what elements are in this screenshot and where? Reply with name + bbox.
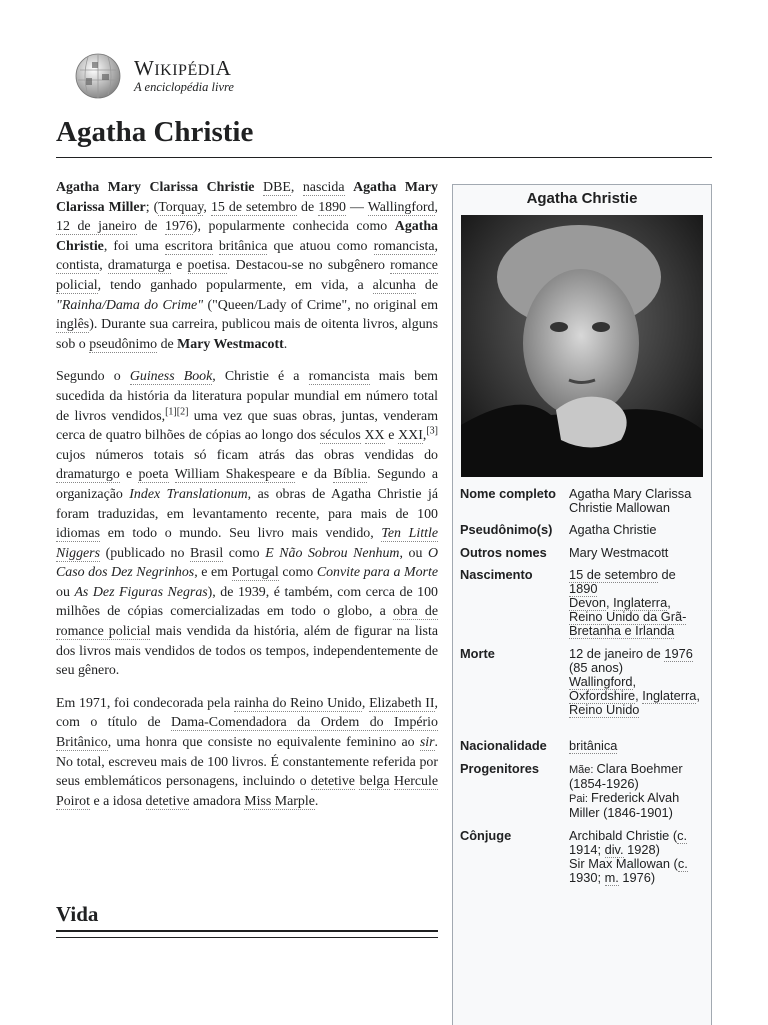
inline-link[interactable]: Bíblia: [333, 467, 368, 483]
article-body: [56, 178, 438, 824]
text: 12 de janeiro de: [569, 646, 665, 661]
text: cujos números totais só ficam atrás das obras vendidas do: [56, 447, 438, 463]
text: ,: [290, 180, 303, 195]
infobox-value: [569, 739, 707, 753]
inline-link[interactable]: Reino Unido: [569, 702, 640, 717]
inline-link[interactable]: poetisa: [187, 258, 227, 274]
text: . Destacou-se no subgênero: [226, 258, 391, 274]
portrait-photo[interactable]: [461, 215, 703, 477]
text: em todo o mundo. Seu livro mais vendido,: [100, 526, 382, 542]
text: .: [283, 336, 288, 352]
inline-link[interactable]: XX: [364, 428, 385, 444]
inline-link[interactable]: escritora: [164, 238, 213, 254]
inline-link[interactable]: britânica: [218, 238, 268, 254]
infobox-title: Agatha Christie: [526, 190, 638, 207]
inline-link[interactable]: 1976: [664, 646, 693, 661]
paragraph-2: [56, 367, 438, 681]
text: , e em: [194, 565, 232, 581]
infobox-label: Nacionalidade: [460, 738, 547, 753]
wikipedia-globe-logo[interactable]: [72, 52, 124, 100]
inline-link[interactable]: pseudônimo: [89, 336, 158, 352]
infobox-value: [569, 487, 707, 515]
italic-text: "Rainha/Dama do Crime": [56, 297, 204, 313]
reference-link[interactable]: [1][2]: [165, 405, 189, 417]
text: [169, 467, 175, 482]
text: Mary Westmacott: [569, 545, 669, 560]
text: de: [157, 336, 178, 352]
text: de: [296, 199, 319, 215]
inline-link[interactable]: Wallingford: [569, 674, 633, 689]
text: Agatha Mary Clarissa Christie Mallowan: [569, 486, 692, 515]
inline-link[interactable]: 15 de setembro: [210, 199, 297, 215]
text: como: [278, 565, 317, 581]
text: 1928): [623, 842, 660, 857]
infobox-label: Progenitores: [460, 761, 539, 776]
inline-link[interactable]: DBE: [263, 180, 291, 195]
text: Em 1971, foi condecorada pela: [56, 695, 235, 711]
text: Archibald Christie (: [569, 828, 678, 843]
inline-link[interactable]: 12 de janeiro: [56, 219, 137, 235]
text: ("Queen/Lady of Crime", no original em: [203, 297, 438, 313]
inline-link[interactable]: 15 de setembro: [569, 567, 658, 582]
text: ; (: [145, 199, 159, 215]
inline-link[interactable]: inglês: [56, 317, 90, 333]
label-text: Pai:: [569, 793, 592, 805]
title-divider: [56, 157, 712, 158]
italic-text: Index Translationum: [129, 486, 248, 502]
text: , tendo ganhado popularmente, em vida, a: [97, 277, 373, 293]
bold-text: Agatha Mary Clarissa Christie: [56, 180, 255, 195]
inline-link[interactable]: sir: [419, 735, 435, 751]
text: 1976): [618, 870, 656, 885]
text: ,: [667, 595, 671, 610]
label-text: Mãe:: [569, 764, 597, 776]
text: de: [136, 219, 166, 235]
bold-text: Agatha Mary Clarissa Miller: [56, 180, 438, 215]
text: , Christie é a: [212, 369, 309, 385]
infobox: [452, 184, 712, 1025]
text: . Segundo a organização: [56, 467, 438, 502]
inline-link[interactable]: belga: [359, 774, 390, 790]
inline-link[interactable]: Guiness Book: [129, 369, 213, 385]
inline-link[interactable]: Reino Unido da Grã-Bretanha e Irlanda: [569, 609, 687, 638]
text: , foi uma: [103, 238, 165, 254]
infobox-label: Cônjuge: [460, 828, 512, 843]
inline-link[interactable]: m.: [604, 870, 619, 885]
text: [361, 428, 365, 443]
text: ,: [606, 595, 614, 610]
infobox-value: [569, 762, 707, 820]
inline-link[interactable]: idiomas: [56, 526, 100, 542]
inline-link[interactable]: contista: [56, 258, 100, 274]
text: e: [170, 258, 188, 274]
text: [345, 180, 354, 195]
text: . No total, escreveu mais de 100 livros. É constantemente referida por seus emblemáticos personagens, incluindo o: [56, 735, 438, 790]
text: ), popularmente conhecida como: [192, 219, 395, 235]
inline-link[interactable]: Elizabeth II: [369, 695, 435, 711]
text: amadora: [189, 793, 245, 809]
site-tagline: A enciclopédia livre: [134, 80, 234, 94]
text: ,: [696, 688, 700, 703]
italic-text: E Não Sobrou Nenhum: [265, 545, 400, 561]
text: ,: [99, 258, 108, 274]
text: e: [384, 428, 399, 444]
text: ,: [422, 428, 427, 444]
text: , ou: [399, 545, 428, 561]
inline-link[interactable]: romance policial: [56, 258, 438, 293]
bold-text: Mary Westmacott: [177, 336, 284, 352]
inline-link[interactable]: séculos: [319, 428, 361, 444]
lead-paragraph: [56, 178, 438, 354]
text: , uma honra que consiste no equivalente feminino ao: [107, 735, 420, 751]
text: ,: [434, 199, 438, 215]
infobox-label: Nome completo: [460, 486, 556, 501]
infobox-value: [569, 546, 707, 560]
inline-link[interactable]: Portugal: [231, 565, 279, 581]
text: ), de 1939, é também, com cerca de 100 milhões de cópias comercializadas em todo o globo, a: [56, 584, 438, 620]
infobox-label: Morte: [460, 646, 495, 661]
inline-link[interactable]: rainha do Reino Unido: [234, 695, 362, 711]
text: ,: [434, 238, 438, 254]
text: 1914;: [569, 842, 605, 857]
italic-text: As Dez Figuras Negras: [74, 584, 208, 600]
page-title: Agatha Christie: [56, 116, 254, 148]
text: e a idosa: [89, 793, 146, 809]
text: ,: [635, 688, 643, 703]
inline-link[interactable]: XXI: [398, 428, 423, 444]
infobox-label: Nascimento: [460, 567, 533, 582]
text: Agatha Christie: [569, 522, 657, 537]
inline-link[interactable]: Dama-Comendadora da Ordem do Império Britânico: [56, 715, 438, 751]
infobox-label: Outros nomes: [460, 545, 547, 560]
inline-link[interactable]: romancista: [308, 369, 370, 385]
inline-link[interactable]: c.: [677, 828, 688, 843]
text: Frederick Alvah Miller (1846-1901): [569, 790, 680, 820]
inline-link[interactable]: Brasil: [190, 545, 224, 561]
text: como: [223, 545, 266, 561]
inline-link[interactable]: poeta: [138, 467, 169, 483]
site-header[interactable]: [72, 52, 372, 102]
paragraph-3: [56, 694, 438, 812]
inline-link[interactable]: romancista: [373, 238, 435, 254]
inline-link[interactable]: c.: [677, 856, 688, 871]
infobox-value: [569, 647, 707, 717]
inline-link[interactable]: nascida: [302, 180, 345, 195]
text: mais bem sucedida da história da literatura popular mundial em número total de livros vendidos,: [56, 369, 438, 424]
infobox-value: [569, 523, 707, 537]
section-divider-thin: [56, 937, 438, 938]
text: [254, 180, 263, 195]
text: Segundo o: [56, 369, 130, 385]
inline-link[interactable]: Wallingford: [367, 199, 435, 215]
text: [213, 239, 219, 254]
site-wordmark: WIKIPÉDIA: [134, 56, 232, 80]
inline-link[interactable]: detetive: [145, 793, 190, 809]
text: (85 anos): [569, 660, 624, 675]
text: e: [119, 467, 139, 483]
text: , as obras de Agatha Christie já foram traduzidas, em levantamento recente, para mais de 100: [56, 486, 438, 522]
text: .: [314, 793, 319, 809]
text: 1930;: [569, 870, 605, 885]
section-heading-vida: Vida: [56, 902, 99, 926]
inline-link[interactable]: detetive: [311, 774, 355, 790]
inline-link[interactable]: britânica: [569, 738, 618, 753]
reference-link[interactable]: [3]: [426, 425, 438, 437]
inline-link[interactable]: Miss Marple: [244, 793, 315, 809]
inline-link[interactable]: Ten Little Niggers: [56, 526, 438, 561]
inline-link[interactable]: Inglaterra: [642, 688, 697, 703]
inline-link[interactable]: 1890: [569, 581, 598, 596]
bold-text: Agatha Christie: [56, 219, 438, 254]
text: de: [415, 277, 438, 293]
inline-link[interactable]: 1890: [318, 199, 346, 215]
text: uma vez que suas obras, juntas, venderam cerca de quatro bilhões de cópias ao longo dos: [56, 408, 439, 444]
inline-link[interactable]: alcunha: [372, 277, 416, 293]
text: e da: [295, 467, 334, 483]
inline-link[interactable]: obra de romance policial: [56, 604, 439, 640]
italic-text: O Caso dos Dez Negrinhos: [56, 545, 438, 581]
inline-link[interactable]: Inglaterra: [613, 595, 668, 610]
inline-link[interactable]: dramaturga: [107, 258, 171, 274]
text: Clara Boehmer (1854-1926): [569, 761, 683, 791]
text: ,: [361, 695, 370, 711]
text: ,: [203, 199, 211, 215]
inline-link[interactable]: Oxfordshire: [569, 688, 636, 703]
text: Sir Max Mallowan (: [569, 856, 678, 871]
text: mais vendida da história, além de figurar na lista dos livros mais vendidos de todos os tempos, independentemente de seu gênero.: [56, 624, 438, 679]
infobox-value: [569, 829, 707, 885]
inline-link[interactable]: dramaturgo: [56, 467, 120, 483]
italic-text: Convite para a Morte: [316, 565, 438, 581]
inline-link[interactable]: Devon: [569, 595, 606, 610]
inline-link[interactable]: 1976: [165, 219, 193, 235]
inline-link[interactable]: Hercule Poirot: [56, 774, 438, 809]
text: que atuou como: [267, 238, 374, 254]
inline-link[interactable]: div.: [604, 842, 624, 857]
text: ,: [632, 674, 637, 689]
text: ou: [56, 584, 75, 600]
text: de: [657, 567, 676, 582]
text: —: [345, 199, 368, 215]
text: (publicado no: [100, 545, 190, 561]
section-divider: [56, 930, 438, 932]
infobox-label: Pseudônimo(s): [460, 522, 553, 537]
inline-link[interactable]: Torquay: [158, 199, 204, 215]
infobox-value: [569, 568, 707, 638]
inline-link[interactable]: William Shakespeare: [174, 467, 296, 483]
text: ). Durante sua carreira, publicou mais de oitenta livros, alguns sob o: [56, 317, 438, 352]
text: , com o título de: [56, 695, 439, 731]
